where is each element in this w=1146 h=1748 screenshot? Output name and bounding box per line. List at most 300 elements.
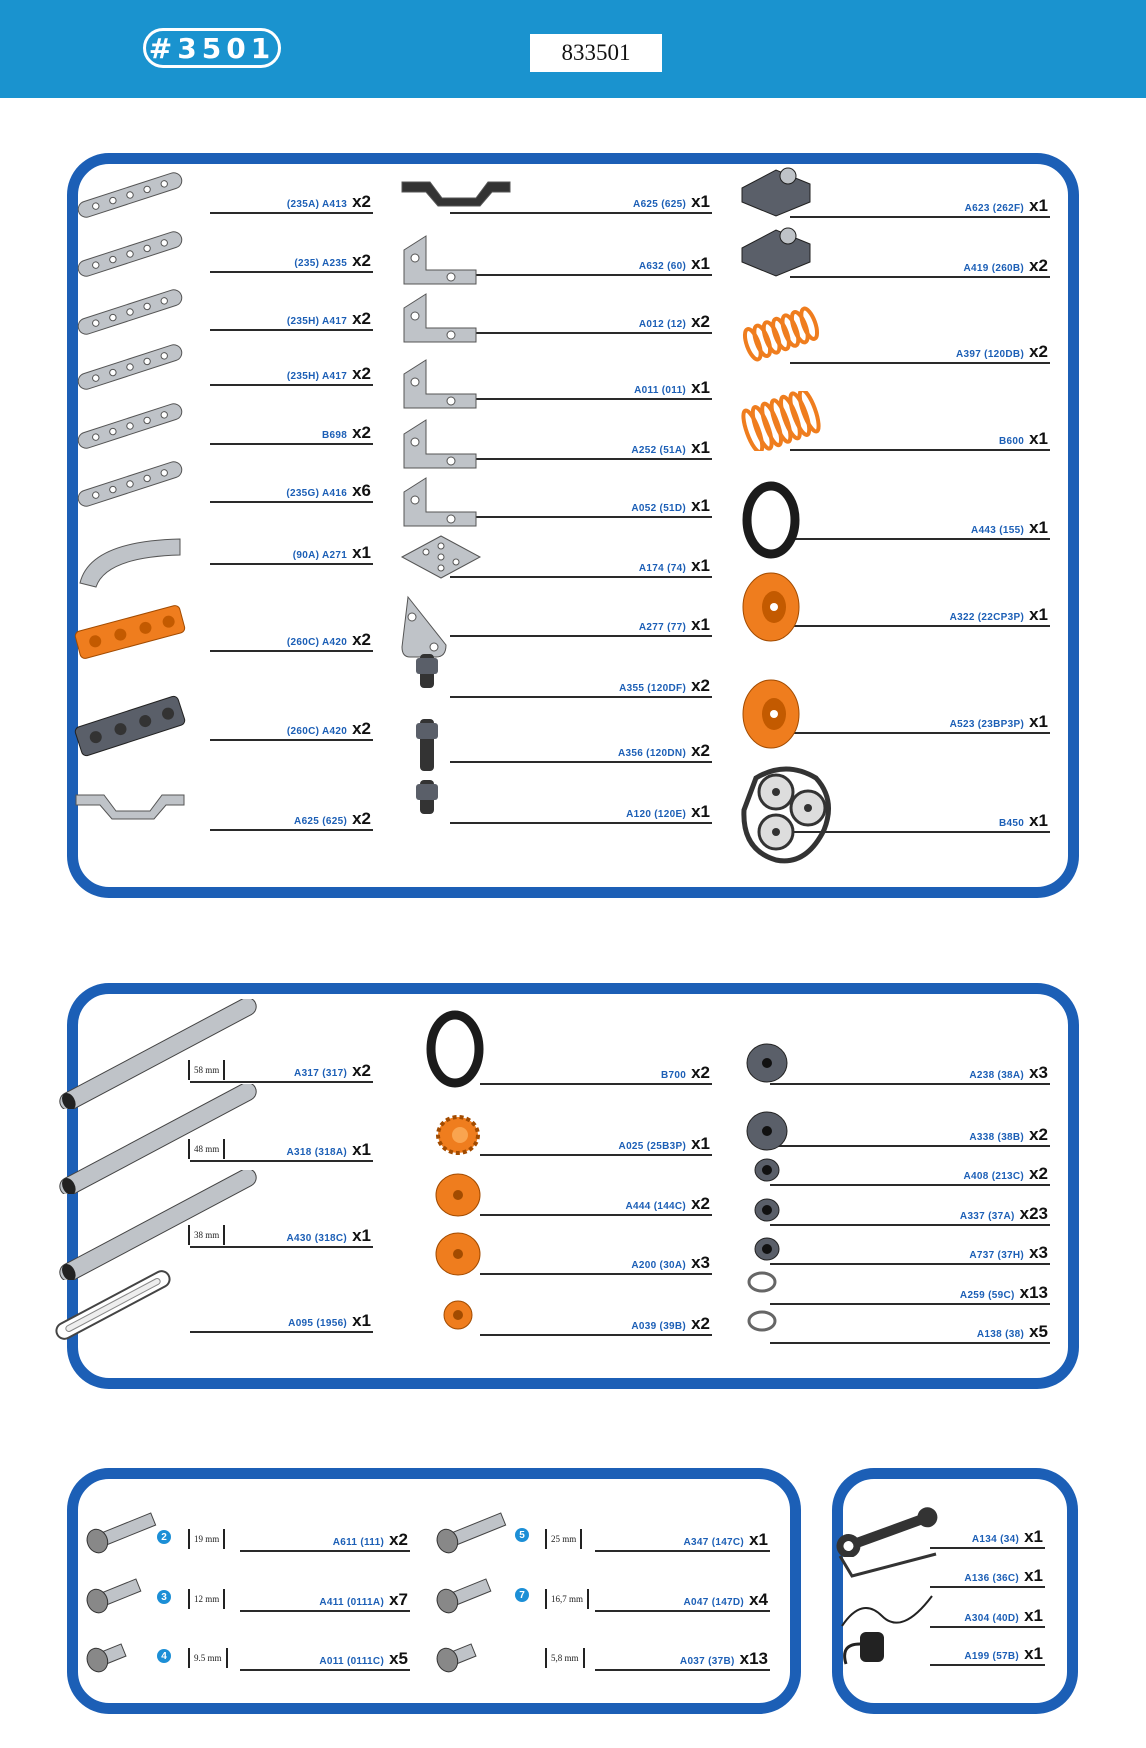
leader-line xyxy=(450,458,712,460)
part-quantity: x1 xyxy=(1024,1606,1043,1625)
part-row xyxy=(770,1316,1050,1346)
leader-line xyxy=(930,1626,1045,1628)
part-row xyxy=(450,490,712,520)
leader-line xyxy=(210,329,373,331)
part-quantity: x2 xyxy=(352,1061,371,1080)
part-code: (260C) A420 xyxy=(286,726,348,737)
part-label xyxy=(626,1195,710,1212)
part-row xyxy=(930,1521,1045,1551)
part-row xyxy=(790,250,1050,280)
large-spring-icon xyxy=(736,391,826,456)
part-code: A356 (120DN) xyxy=(618,748,687,759)
part-label xyxy=(969,1244,1048,1261)
pin-icon xyxy=(396,776,466,841)
part-label xyxy=(287,720,371,737)
part-label xyxy=(639,313,710,330)
leader-line xyxy=(595,1669,770,1671)
allen-key-icon xyxy=(832,1546,942,1591)
u-bracket-icon xyxy=(396,414,486,479)
leader-line xyxy=(210,501,373,503)
part-label xyxy=(960,1284,1048,1301)
part-code: A047 (147D) xyxy=(683,1597,745,1608)
dimension-text: 16,7 mm xyxy=(551,1594,584,1604)
part-label xyxy=(619,1135,710,1152)
leader-line xyxy=(450,635,712,637)
part-quantity: x1 xyxy=(691,802,710,821)
part-code: A737 (37H) xyxy=(969,1250,1025,1261)
part-label xyxy=(293,544,371,561)
short-strip-icon xyxy=(70,459,190,514)
part-quantity: x4 xyxy=(749,1590,768,1609)
leader-line xyxy=(770,1263,1050,1265)
washer-icon xyxy=(742,1267,782,1302)
leader-line xyxy=(790,732,1050,734)
length-dimension xyxy=(545,1528,582,1550)
part-code: A174 (74) xyxy=(638,563,687,574)
length-dimension xyxy=(545,1588,589,1610)
leader-line xyxy=(770,1342,1050,1344)
part-quantity: x1 xyxy=(1029,196,1048,215)
part-code: A259 (59C) xyxy=(959,1290,1015,1301)
part-row xyxy=(450,432,712,462)
part-quantity: x2 xyxy=(691,1194,710,1213)
dimension-text: 38 mm xyxy=(194,1230,220,1240)
curved-strip-icon xyxy=(70,521,190,596)
part-code: A138 (38) xyxy=(976,1329,1025,1340)
set-number-badge: #3501 xyxy=(143,28,281,68)
part-code: A252 (51A) xyxy=(631,445,687,456)
part-row xyxy=(450,796,712,826)
leader-line xyxy=(480,1334,712,1336)
hook-pulley-icon xyxy=(832,1624,912,1679)
part-quantity: x2 xyxy=(352,423,371,442)
part-row xyxy=(210,713,373,743)
part-code: A012 (12) xyxy=(638,319,687,330)
part-label xyxy=(956,343,1048,360)
part-label xyxy=(287,193,371,210)
part-label xyxy=(950,713,1048,730)
part-quantity: x23 xyxy=(1019,1204,1048,1223)
part-label xyxy=(294,810,371,827)
part-quantity: x1 xyxy=(749,1530,768,1549)
part-quantity: x2 xyxy=(1029,1125,1048,1144)
part-quantity: x1 xyxy=(1024,1644,1043,1663)
part-label xyxy=(634,379,710,396)
part-quantity: x1 xyxy=(352,1311,371,1330)
screw-number-badge: 4 xyxy=(157,1649,171,1663)
part-quantity: x2 xyxy=(691,1063,710,1082)
part-code: A037 (37B) xyxy=(679,1656,735,1667)
part-row xyxy=(790,599,1050,629)
part-quantity: x2 xyxy=(1029,342,1048,361)
part-label xyxy=(619,677,710,694)
orange-hub-icon xyxy=(428,1170,488,1225)
leader-line xyxy=(595,1610,770,1612)
part-label xyxy=(294,252,371,269)
leader-line xyxy=(190,1331,373,1333)
part-row xyxy=(790,336,1050,366)
part-code: (235) A235 xyxy=(294,258,348,269)
screw-number-badge: 7 xyxy=(515,1588,529,1602)
dimension-text: 5,8 mm xyxy=(551,1653,579,1663)
part-label xyxy=(964,1165,1048,1182)
part-code: A611 (111) xyxy=(332,1537,385,1548)
gear-icon xyxy=(428,1110,488,1165)
part-row xyxy=(930,1600,1045,1630)
part-code: (260C) A420 xyxy=(286,637,348,648)
part-quantity: x5 xyxy=(389,1649,408,1668)
part-row xyxy=(770,1158,1050,1188)
part-code: A355 (120DF) xyxy=(619,683,687,694)
screw-number-badge: 5 xyxy=(515,1528,529,1542)
part-label xyxy=(287,365,371,382)
part-quantity: x2 xyxy=(691,312,710,331)
part-code: A444 (144C) xyxy=(625,1201,687,1212)
short-bolt-icon xyxy=(80,1627,160,1682)
part-quantity: x1 xyxy=(1029,518,1048,537)
part-row xyxy=(450,306,712,336)
part-quantity: x1 xyxy=(691,556,710,575)
part-row xyxy=(210,537,373,567)
part-quantity: x2 xyxy=(352,364,371,383)
part-row xyxy=(210,803,373,833)
part-label xyxy=(964,257,1048,274)
double-bracket-icon xyxy=(396,354,486,419)
leader-line xyxy=(790,216,1050,218)
part-quantity: x1 xyxy=(1024,1566,1043,1585)
part-code: (235H) A417 xyxy=(286,316,348,327)
part-quantity: x2 xyxy=(352,251,371,270)
leader-line xyxy=(450,398,712,400)
part-code: A338 (38B) xyxy=(969,1132,1025,1143)
length-dimension xyxy=(545,1647,585,1669)
u-bracket-icon xyxy=(396,472,486,537)
part-quantity: x1 xyxy=(691,254,710,273)
part-code: A277 (77) xyxy=(638,622,687,633)
leader-line xyxy=(790,625,1050,627)
part-code: A322 (22CP3P) xyxy=(949,612,1025,623)
part-quantity: x1 xyxy=(691,496,710,515)
part-code: (235H) A417 xyxy=(286,371,348,382)
part-row xyxy=(240,1584,410,1614)
part-quantity: x2 xyxy=(352,630,371,649)
part-row xyxy=(190,1305,373,1335)
part-row xyxy=(240,1643,410,1673)
leader-line xyxy=(930,1547,1045,1549)
length-dimension xyxy=(188,1528,225,1550)
part-code: A625 (625) xyxy=(633,199,687,210)
part-code: A419 (260B) xyxy=(963,263,1025,274)
bolt-icon xyxy=(430,1568,510,1623)
length-dimension xyxy=(188,1647,228,1669)
part-row xyxy=(210,417,373,447)
leader-line xyxy=(480,1083,712,1085)
tyre-icon xyxy=(420,1009,490,1094)
leader-line xyxy=(450,696,712,698)
part-label xyxy=(287,310,371,327)
leader-line xyxy=(770,1184,1050,1186)
part-code: A199 (57B) xyxy=(964,1651,1020,1662)
part-code: A430 (318C) xyxy=(286,1233,348,1244)
part-code: (235G) A416 xyxy=(286,488,348,499)
part-row xyxy=(790,190,1050,220)
leader-line xyxy=(210,650,373,652)
long-bolt-icon xyxy=(80,1508,160,1563)
orange-block-icon xyxy=(70,602,190,667)
strip-icon xyxy=(70,287,190,342)
leader-line xyxy=(210,271,373,273)
leader-line xyxy=(450,274,712,276)
leader-line xyxy=(770,1145,1050,1147)
orange-wheel-icon xyxy=(736,674,806,759)
part-quantity: x6 xyxy=(352,481,371,500)
leader-line xyxy=(450,516,712,518)
small-bolt-icon xyxy=(430,1627,510,1682)
flat-washer-icon xyxy=(742,1306,782,1341)
part-label xyxy=(999,430,1048,447)
part-label xyxy=(286,482,371,499)
part-quantity: x1 xyxy=(691,438,710,457)
crank-bracket-icon xyxy=(396,168,516,213)
header-bar xyxy=(0,0,1146,98)
part-code: A318 (318A) xyxy=(286,1147,348,1158)
part-label xyxy=(633,193,710,210)
part-quantity: x2 xyxy=(389,1530,408,1549)
part-label xyxy=(631,439,710,456)
part-code: A317 (317) xyxy=(294,1068,348,1079)
part-label xyxy=(639,255,710,272)
leader-line xyxy=(790,276,1050,278)
part-row xyxy=(210,475,373,505)
part-label xyxy=(287,631,371,648)
part-row xyxy=(450,609,712,639)
part-quantity: x1 xyxy=(352,1226,371,1245)
part-label xyxy=(964,1607,1043,1624)
length-dimension xyxy=(188,1059,225,1081)
leader-line xyxy=(240,1669,410,1671)
spring-icon xyxy=(736,304,826,369)
part-label xyxy=(680,1650,768,1667)
part-row xyxy=(770,1119,1050,1149)
part-row xyxy=(770,1237,1050,1267)
part-code: B698 xyxy=(321,430,348,441)
part-row xyxy=(210,186,373,216)
part-quantity: x2 xyxy=(691,1314,710,1333)
dimension-text: 48 mm xyxy=(194,1144,220,1154)
leader-line xyxy=(210,829,373,831)
part-code: A025 (25B3P) xyxy=(618,1141,687,1152)
dimension-text: 25 mm xyxy=(551,1534,577,1544)
part-quantity: x2 xyxy=(352,309,371,328)
part-label xyxy=(969,1064,1048,1081)
part-quantity: x1 xyxy=(691,378,710,397)
part-code: A238 (38A) xyxy=(969,1070,1025,1081)
part-code: A347 (147C) xyxy=(683,1537,745,1548)
dimension-text: 19 mm xyxy=(194,1534,220,1544)
part-code: A200 (30A) xyxy=(631,1260,687,1271)
part-label xyxy=(965,197,1048,214)
orange-collar-icon xyxy=(428,1229,488,1284)
angle-bracket-icon xyxy=(396,288,486,353)
long-bolt-icon xyxy=(430,1508,510,1563)
part-label xyxy=(964,1645,1043,1662)
length-dimension xyxy=(188,1588,225,1610)
part-label xyxy=(631,1254,710,1271)
part-code: A039 (39B) xyxy=(631,1321,687,1332)
part-row xyxy=(930,1638,1045,1668)
part-row xyxy=(480,1308,712,1338)
part-quantity: x1 xyxy=(1029,712,1048,731)
part-code: A632 (60) xyxy=(638,261,687,272)
part-quantity: x1 xyxy=(691,1134,710,1153)
screw-number-badge: 3 xyxy=(157,1590,171,1604)
part-code: A397 (120DB) xyxy=(956,349,1025,360)
set-code-label: 833501 xyxy=(530,34,662,72)
triple-pulley-belt-icon xyxy=(736,760,836,875)
long-strip-icon xyxy=(70,170,190,225)
part-code: A011 (011) xyxy=(634,385,687,396)
part-row xyxy=(480,1057,712,1087)
part-quantity: x3 xyxy=(1029,1063,1048,1082)
leader-line xyxy=(240,1610,410,1612)
part-label xyxy=(287,1141,371,1158)
part-quantity: x7 xyxy=(389,1590,408,1609)
part-label xyxy=(288,1312,371,1329)
part-code: A134 (34) xyxy=(971,1534,1020,1545)
leader-line xyxy=(790,449,1050,451)
hinge-block-icon xyxy=(736,158,816,223)
coupling-rod-icon xyxy=(396,715,466,780)
part-quantity: x13 xyxy=(739,1649,768,1668)
part-code: A523 (23BP3P) xyxy=(949,719,1025,730)
flat-plate-icon xyxy=(396,532,486,587)
part-label xyxy=(319,1591,408,1608)
part-code: A136 (36C) xyxy=(964,1573,1020,1584)
screw-number-badge: 2 xyxy=(157,1530,171,1544)
part-quantity: x3 xyxy=(1029,1243,1048,1262)
part-code: A304 (40D) xyxy=(964,1613,1020,1624)
part-label xyxy=(639,557,710,574)
part-label xyxy=(977,1323,1048,1340)
slotted-rod-icon xyxy=(48,1265,178,1350)
leader-line xyxy=(480,1273,712,1275)
length-dimension xyxy=(188,1138,225,1160)
part-label xyxy=(971,519,1048,536)
leader-line xyxy=(210,563,373,565)
coupling-icon xyxy=(396,650,466,715)
part-row xyxy=(770,1198,1050,1228)
part-label xyxy=(333,1531,408,1548)
part-row xyxy=(595,1643,770,1673)
strip-icon xyxy=(70,229,190,284)
leader-line xyxy=(770,1083,1050,1085)
part-row xyxy=(790,512,1050,542)
rubber-ring-icon xyxy=(736,480,806,565)
part-row xyxy=(450,372,712,402)
dark-block-icon xyxy=(70,691,190,766)
part-code: (90A) A271 xyxy=(292,550,348,561)
leader-line xyxy=(790,362,1050,364)
part-quantity: x2 xyxy=(352,809,371,828)
leader-line xyxy=(770,1303,1050,1305)
part-quantity: x3 xyxy=(691,1253,710,1272)
part-row xyxy=(210,303,373,333)
part-label xyxy=(960,1205,1048,1222)
strip-icon xyxy=(70,342,190,397)
leader-line xyxy=(480,1154,712,1156)
part-quantity: x2 xyxy=(352,192,371,211)
part-row xyxy=(210,245,373,275)
part-code: A443 (155) xyxy=(971,525,1025,536)
part-row xyxy=(210,624,373,654)
bolt-icon xyxy=(80,1568,160,1623)
part-row xyxy=(450,670,712,700)
part-code: A623 (262F) xyxy=(964,203,1025,214)
part-row xyxy=(770,1277,1050,1307)
part-label xyxy=(322,424,371,441)
part-quantity: x2 xyxy=(691,676,710,695)
part-label xyxy=(287,1227,371,1244)
part-label xyxy=(972,1528,1043,1545)
part-row xyxy=(480,1247,712,1277)
leader-line xyxy=(450,576,712,578)
part-quantity: x13 xyxy=(1019,1283,1048,1302)
hinge-bracket-icon xyxy=(736,218,816,283)
part-quantity: x2 xyxy=(691,741,710,760)
part-quantity: x1 xyxy=(1029,811,1048,830)
part-quantity: x2 xyxy=(352,719,371,738)
part-label xyxy=(319,1650,408,1667)
part-code: A120 (120E) xyxy=(626,809,687,820)
angle-bracket-icon xyxy=(396,230,486,295)
small-collar-icon xyxy=(428,1290,488,1345)
part-quantity: x2 xyxy=(1029,256,1048,275)
part-row xyxy=(790,423,1050,453)
part-row xyxy=(450,550,712,580)
part-code: B600 xyxy=(998,436,1025,447)
leader-line xyxy=(790,538,1050,540)
part-row xyxy=(480,1188,712,1218)
part-row xyxy=(595,1584,770,1614)
leader-line xyxy=(930,1586,1045,1588)
part-row xyxy=(210,358,373,388)
leader-line xyxy=(210,212,373,214)
leader-line xyxy=(930,1664,1045,1666)
part-code: A411 (0111A) xyxy=(319,1597,385,1608)
part-code: A052 (51D) xyxy=(631,503,687,514)
leader-line xyxy=(210,384,373,386)
part-row xyxy=(480,1128,712,1158)
part-code: A337 (37A) xyxy=(959,1211,1015,1222)
dark-collar-icon xyxy=(742,1041,792,1090)
part-label xyxy=(626,803,710,820)
leader-line xyxy=(240,1550,410,1552)
part-quantity: x1 xyxy=(691,192,710,211)
leader-line xyxy=(595,1550,770,1552)
part-row xyxy=(770,1057,1050,1087)
slotted-strip-icon xyxy=(70,401,190,456)
part-row xyxy=(930,1560,1045,1590)
part-label xyxy=(964,1567,1043,1584)
leader-line xyxy=(450,332,712,334)
part-quantity: x1 xyxy=(1029,605,1048,624)
part-label xyxy=(999,812,1048,829)
part-code: A095 (1956) xyxy=(288,1318,348,1329)
part-code: A408 (213C) xyxy=(963,1171,1025,1182)
part-quantity: x1 xyxy=(1024,1527,1043,1546)
leader-line xyxy=(210,443,373,445)
dimension-text: 12 mm xyxy=(194,1594,220,1604)
